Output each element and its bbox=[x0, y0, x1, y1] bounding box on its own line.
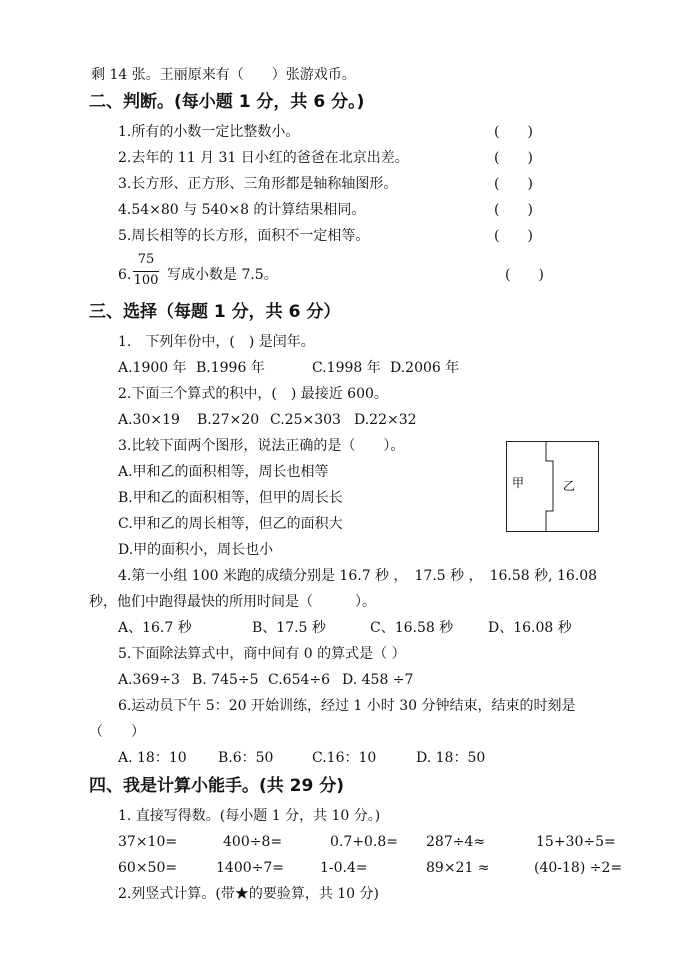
q4-option-d[interactable]: D、16.08 秒 bbox=[488, 620, 572, 636]
calc-row-2 bbox=[118, 859, 628, 877]
choice-q6-options bbox=[118, 749, 498, 767]
calc-r1-item-2[interactable]: 400÷8= bbox=[223, 834, 283, 850]
calc-r1-item-3[interactable]: 0.7+0.8= bbox=[330, 834, 398, 850]
q1-option-a[interactable]: A.1900 年 bbox=[118, 360, 187, 376]
fraction-75-100 bbox=[131, 252, 159, 292]
judge-item-4: 4.54×80 与 540×8 的计算结果相同。 bbox=[118, 202, 366, 218]
q3-option-d[interactable]: D.甲的面积小，周长也小 bbox=[118, 542, 274, 558]
q2-option-d[interactable]: D.22×32 bbox=[354, 412, 417, 428]
judge-item-1: 1.所有的小数一定比整数小。 bbox=[118, 124, 300, 140]
choice-q5-options bbox=[118, 671, 438, 689]
calc-r1-item-1[interactable]: 37×10= bbox=[118, 834, 178, 850]
fraction-numerator: 75 bbox=[137, 252, 155, 267]
answer-paren-1[interactable]: ( ) bbox=[494, 124, 533, 140]
choice-q2: 2.下面三个算式的积中，( ) 最接近 600。 bbox=[118, 386, 388, 402]
section-4-title: 四、我是计算小能手。(共 29 分) bbox=[89, 776, 345, 796]
judge-item-5: 5.周长相等的长方形，面积不一定相等。 bbox=[118, 228, 370, 244]
calc-r2-item-2[interactable]: 1400÷7= bbox=[216, 860, 284, 876]
calc-r2-item-1[interactable]: 60×50= bbox=[118, 860, 178, 876]
choice-q5: 5.下面除法算式中，商中间有 0 的算式是（ ） bbox=[118, 646, 406, 662]
choice-q1: 1. 下列年份中，( ) 是闰年。 bbox=[118, 334, 315, 350]
q2-option-c[interactable]: C.25×303 bbox=[270, 412, 341, 428]
q5-option-c[interactable]: C.654÷6 bbox=[268, 672, 331, 688]
q5-option-b[interactable]: B. 745÷5 bbox=[192, 672, 259, 688]
answer-paren-4[interactable]: ( ) bbox=[494, 202, 533, 218]
q1-option-b[interactable]: B.1996 年 bbox=[196, 360, 265, 376]
q6-option-c[interactable]: C.16：10 bbox=[312, 750, 377, 766]
q4-option-c[interactable]: C、16.58 秒 bbox=[370, 620, 454, 636]
choice-q6-line2: （ ） bbox=[89, 724, 145, 740]
section-2-title: 二、判断。(每小题 1 分，共 6 分。) bbox=[89, 92, 365, 112]
judge-item-2: 2.去年的 11 月 31 日小红的爸爸在北京出差。 bbox=[118, 150, 409, 166]
calc-r1-item-4[interactable]: 287÷4≈ bbox=[426, 834, 486, 850]
calc-sub-1: 1. 直接写得数。(每小题 1 分，共 10 分。) bbox=[118, 808, 381, 824]
choice-q3: 3.比较下面两个图形，说法正确的是（ ）。 bbox=[118, 438, 405, 454]
q2-option-b[interactable]: B.27×20 bbox=[197, 412, 260, 428]
q3-option-b[interactable]: B.甲和乙的面积相等，但甲的周长长 bbox=[118, 490, 343, 506]
calc-r1-item-5[interactable]: 15+30÷5= bbox=[536, 834, 616, 850]
q6-option-d[interactable]: D. 18：50 bbox=[416, 750, 486, 766]
q4-option-b[interactable]: B、17.5 秒 bbox=[252, 620, 326, 636]
q5-option-d[interactable]: D. 458 ÷7 bbox=[342, 672, 414, 688]
fraction-denominator: 100 bbox=[133, 273, 159, 288]
figure-label-jia: 甲 bbox=[512, 476, 525, 490]
choice-q4-options bbox=[118, 619, 588, 637]
choice-q4-line2: 秒，他们中跑得最快的所用时间是（ ）。 bbox=[89, 594, 376, 610]
judge-item-6-text: 写成小数是 7.5。 bbox=[167, 267, 278, 283]
fraction-bar bbox=[133, 271, 159, 272]
judge-item-6-prefix: 6. bbox=[118, 267, 132, 283]
calc-r2-item-3[interactable]: 1-0.4= bbox=[320, 860, 368, 876]
q3-option-c[interactable]: C.甲和乙的周长相等，但乙的面积大 bbox=[118, 516, 343, 532]
answer-paren-5[interactable]: ( ) bbox=[494, 228, 533, 244]
q1-option-d[interactable]: D.2006 年 bbox=[390, 360, 460, 376]
answer-paren-3[interactable]: ( ) bbox=[494, 176, 533, 192]
choice-q1-options bbox=[118, 359, 478, 377]
q6-option-a[interactable]: A. 18：10 bbox=[118, 750, 187, 766]
q2-option-a[interactable]: A.30×19 bbox=[118, 412, 180, 428]
choice-q6-line1: 6.运动员下午 5：20 开始训练，经过 1 小时 30 分钟结束，结束的时刻是 bbox=[118, 698, 576, 714]
choice-q2-options bbox=[118, 411, 438, 429]
calc-r2-item-4[interactable]: 89×21 ≈ bbox=[426, 860, 490, 876]
calc-r2-item-5[interactable]: (40-18) ÷2= bbox=[534, 860, 623, 876]
figure-label-yi: 乙 bbox=[563, 479, 576, 493]
calc-row-1 bbox=[118, 833, 618, 851]
shape-comparison-figure bbox=[506, 441, 600, 533]
figure-dividing-line bbox=[546, 442, 553, 533]
intro-line: 剩 14 张。王丽原来有（ ）张游戏币。 bbox=[91, 67, 356, 83]
q6-option-b[interactable]: B.6：50 bbox=[218, 750, 274, 766]
answer-paren-2[interactable]: ( ) bbox=[494, 150, 533, 166]
q1-option-c[interactable]: C.1998 年 bbox=[312, 360, 381, 376]
q5-option-a[interactable]: A.369÷3 bbox=[118, 672, 180, 688]
section-3-title: 三、选择（每题 1 分，共 6 分） bbox=[89, 302, 341, 322]
calc-sub-2: 2.列竖式计算。(带★的要验算，共 10 分) bbox=[118, 886, 379, 902]
choice-q4-line1: 4.第一小组 100 米跑的成绩分别是 16.7 秒 ， 17.5 秒 ， 16.58 秒, 16.08 bbox=[118, 568, 598, 584]
q3-option-a[interactable]: A.甲和乙的面积相等，周长也相等 bbox=[118, 464, 329, 480]
answer-paren-6[interactable]: ( ) bbox=[505, 267, 544, 283]
judge-item-3: 3.长方形、正方形、三角形都是轴称轴图形。 bbox=[118, 176, 398, 192]
q4-option-a[interactable]: A、16.7 秒 bbox=[118, 620, 192, 636]
